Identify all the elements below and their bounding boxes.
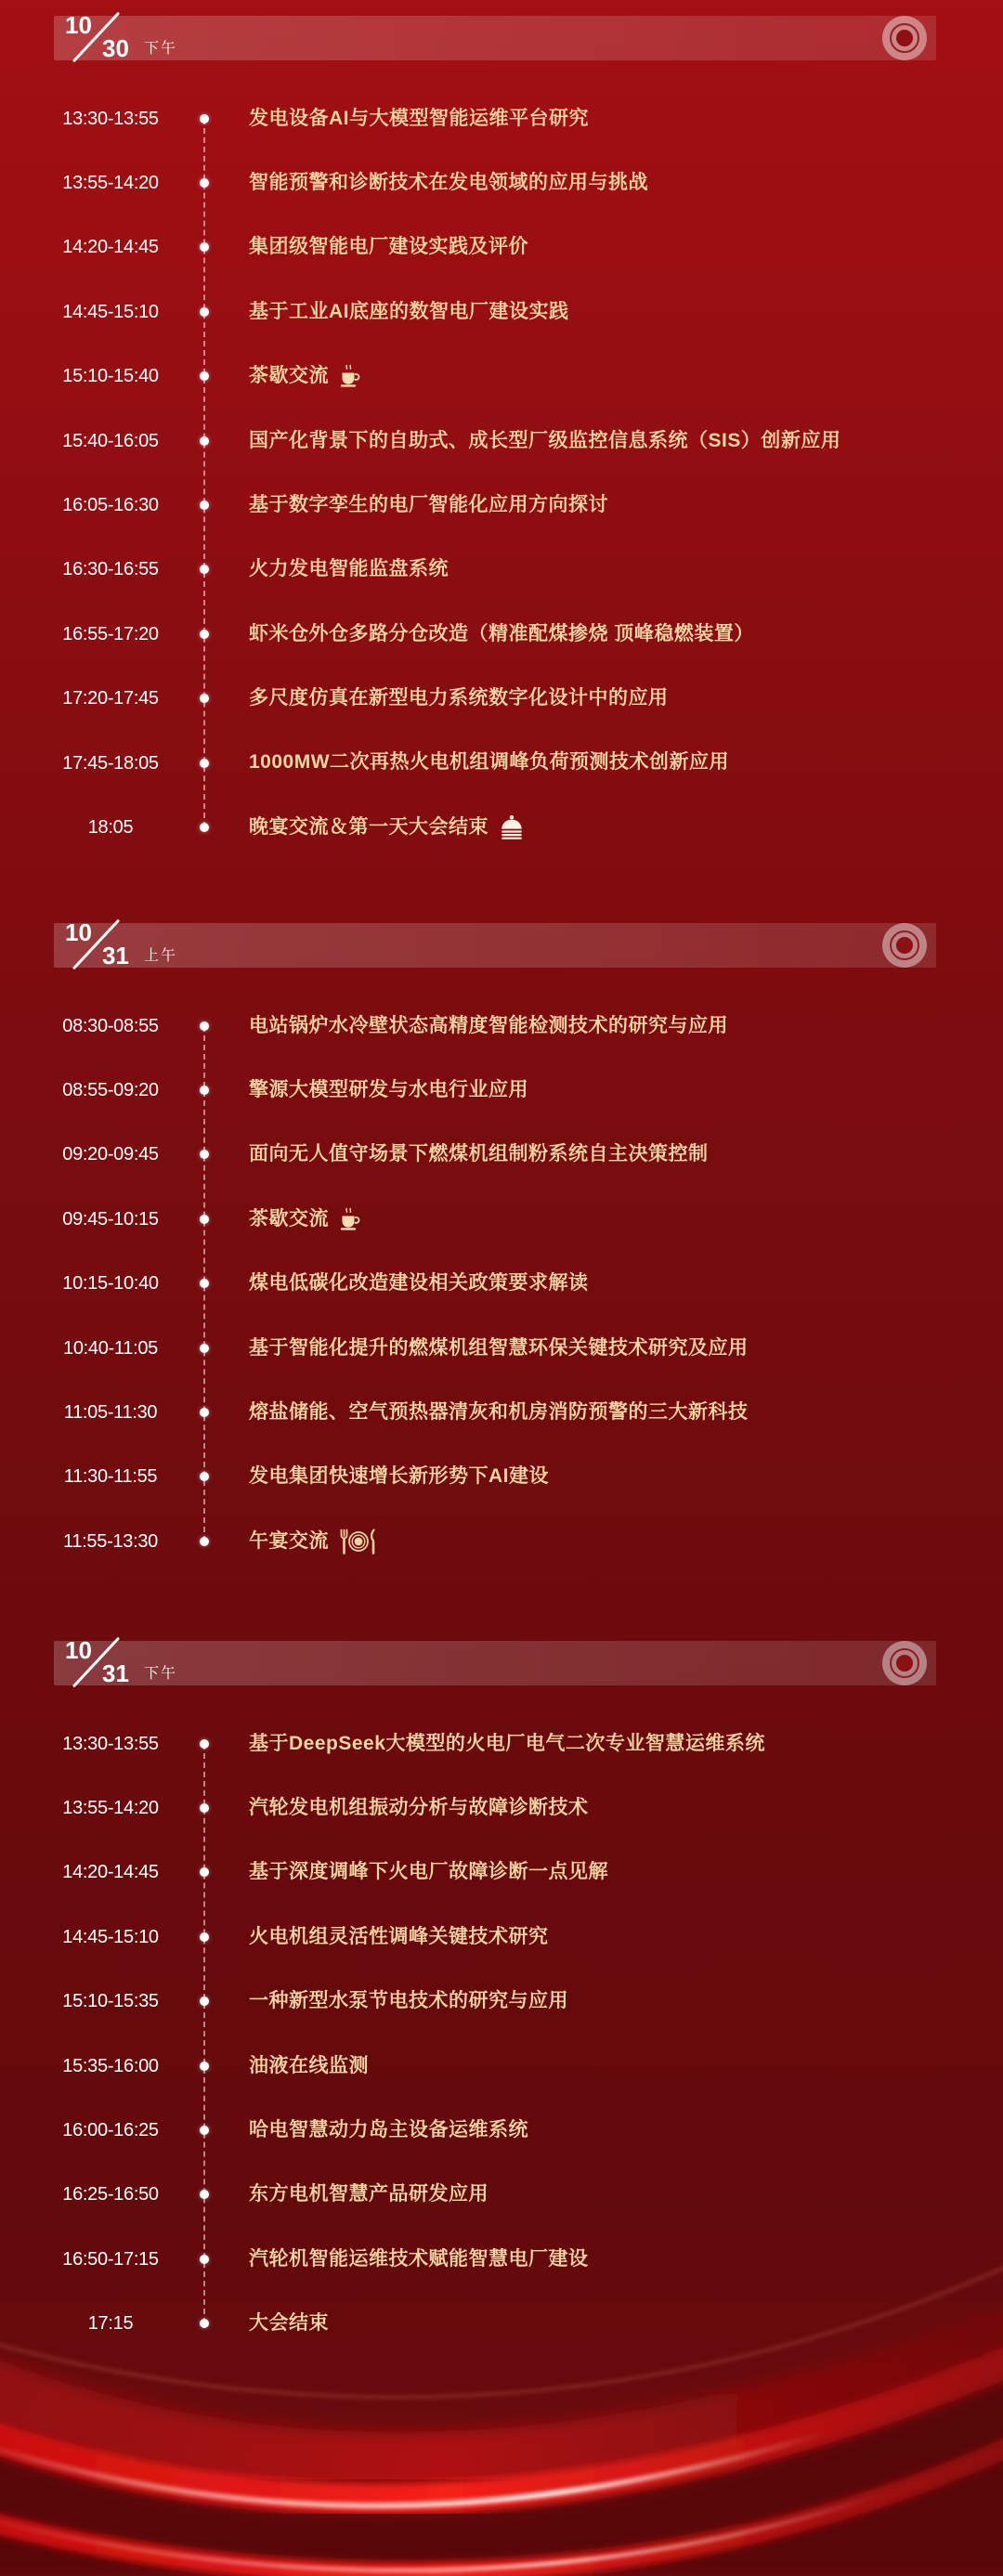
session-title xyxy=(249,1732,765,1756)
timeline-rail xyxy=(200,994,209,1058)
session-title-text: 发电集团快速增长新形势下AI建设 xyxy=(249,1465,549,1488)
agenda-row xyxy=(0,280,1003,344)
session-title xyxy=(249,2118,528,2142)
date-day: 30 xyxy=(102,34,129,62)
timeline-rail xyxy=(200,538,209,602)
session-title xyxy=(249,235,528,259)
timeline-rail xyxy=(200,1905,209,1969)
session-title-text: 基于DeepSeek大模型的火电厂电气二次专业智慧运维系统 xyxy=(249,1732,765,1754)
session-title xyxy=(249,557,449,581)
timeline-rail xyxy=(200,1445,209,1509)
session-time: 13:55-14:20 xyxy=(62,1798,159,1819)
timeline-rail xyxy=(200,86,209,150)
session-time: 11:30-11:55 xyxy=(63,1466,158,1488)
timeline-rail xyxy=(200,602,209,666)
session-time: 13:30-13:55 xyxy=(62,108,159,129)
session-time: 17:45-18:05 xyxy=(62,752,159,774)
agenda-row xyxy=(0,1445,1003,1509)
agenda-row xyxy=(0,731,1003,795)
session-title xyxy=(249,1014,728,1038)
session-time: 08:30-08:55 xyxy=(62,1015,159,1036)
session-time: 10:15-10:40 xyxy=(62,1273,159,1295)
timeline-rail xyxy=(200,473,209,537)
session-title xyxy=(249,686,669,710)
session-title xyxy=(249,1529,379,1555)
session-title xyxy=(249,2311,329,2335)
target-badge-icon xyxy=(882,16,927,60)
session-title-text: 基于数字孪生的电厂智能化应用方向探讨 xyxy=(249,493,608,515)
session-time: 15:40-16:05 xyxy=(62,430,159,451)
agenda-row xyxy=(0,667,1003,731)
timeline-rail xyxy=(200,2292,209,2356)
timeline-rail xyxy=(200,1380,209,1444)
agenda-row xyxy=(0,215,1003,280)
timeline-rail xyxy=(200,1841,209,1905)
timeline-dot xyxy=(200,436,209,446)
date-month: 10 xyxy=(65,1636,92,1664)
timeline-dot xyxy=(200,759,209,768)
session-title-text: 午宴交流 xyxy=(249,1529,329,1552)
section-oct31-am xyxy=(0,918,1003,1574)
agenda-row xyxy=(0,1970,1003,2034)
agenda-row xyxy=(0,150,1003,215)
session-title-text: 发电设备AI与大模型智能运维平台研究 xyxy=(249,107,589,129)
session-title xyxy=(249,1336,749,1360)
timeline-dot xyxy=(200,2126,209,2135)
session-time: 15:10-15:35 xyxy=(62,1991,159,2012)
session-title-text: 擎源大模型研发与水电行业应用 xyxy=(249,1078,528,1100)
lunch-dining-icon xyxy=(338,1529,379,1555)
timeline-dot xyxy=(200,565,209,574)
agenda-row xyxy=(0,345,1003,409)
session-time: 17:15 xyxy=(87,2313,134,2335)
session-title-text: 哈电智慧动力岛主设备运维系统 xyxy=(249,2118,528,2140)
agenda-row xyxy=(0,602,1003,666)
timeline-dot xyxy=(200,1408,209,1417)
period-label: 下午 xyxy=(144,41,178,57)
timeline-dot xyxy=(200,2062,209,2071)
timeline-rail xyxy=(200,1058,209,1122)
session-title xyxy=(249,1860,608,1884)
session-time: 18:05 xyxy=(87,816,134,838)
timeline-rail xyxy=(200,409,209,473)
agenda-row xyxy=(0,473,1003,537)
target-badge-icon xyxy=(882,1641,927,1685)
session-title-text: 一种新型水泵节电技术的研究与应用 xyxy=(249,1990,568,2012)
session-title-text: 1000MW二次再热火电机组调峰负荷预测技术创新应用 xyxy=(249,751,730,774)
session-title-text: 面向无人值守场景下燃煤机组制粉系统自主决策控制 xyxy=(249,1143,709,1165)
agenda-row xyxy=(0,86,1003,150)
session-title-text: 多尺度仿真在新型电力系统数字化设计中的应用 xyxy=(249,687,669,709)
session-title xyxy=(249,429,840,453)
session-time: 14:20-14:45 xyxy=(62,237,159,258)
section-header xyxy=(54,918,936,969)
session-time: 10:40-11:05 xyxy=(63,1337,158,1359)
session-title xyxy=(249,1078,528,1102)
date-month: 10 xyxy=(65,918,92,946)
agenda-row xyxy=(0,994,1003,1058)
session-title xyxy=(249,107,589,131)
session-title xyxy=(249,1207,362,1231)
agenda-row xyxy=(0,795,1003,859)
session-time: 16:05-16:30 xyxy=(62,495,159,516)
session-title-text: 基于智能化提升的燃煤机组智慧环保关键技术研究及应用 xyxy=(249,1336,749,1359)
timeline-rail xyxy=(200,1970,209,2034)
agenda-row xyxy=(0,2292,1003,2356)
timeline-dot xyxy=(200,694,209,703)
timeline-dot xyxy=(200,242,209,252)
section-oct30-pm xyxy=(0,11,1003,860)
timeline-rail xyxy=(200,1187,209,1251)
session-time: 11:55-13:30 xyxy=(63,1530,158,1552)
section-header xyxy=(54,1636,936,1687)
session-title xyxy=(249,1464,549,1489)
timeline-rail xyxy=(200,1711,209,1776)
session-title-text: 晚宴交流＆第一天大会结束 xyxy=(249,815,488,838)
session-time: 13:30-13:55 xyxy=(62,1733,159,1754)
timeline-dot xyxy=(200,114,209,124)
agenda-row xyxy=(0,2227,1003,2291)
session-time: 14:20-14:45 xyxy=(62,1862,159,1883)
timeline-dot xyxy=(200,178,209,188)
agenda-row xyxy=(0,2163,1003,2227)
agenda-row xyxy=(0,1123,1003,1187)
session-title-text: 集团级智能电厂建设实践及评价 xyxy=(249,236,528,258)
timeline-dot xyxy=(200,2255,209,2264)
session-time: 17:20-17:45 xyxy=(62,688,159,709)
session-title xyxy=(249,1796,589,1820)
timeline-rail xyxy=(200,215,209,280)
session-time: 16:55-17:20 xyxy=(62,623,159,644)
session-title-text: 茶歇交流 xyxy=(249,1207,329,1229)
timeline-dot xyxy=(200,1932,209,1942)
agenda-row xyxy=(0,2098,1003,2162)
dinner-cloche-icon xyxy=(498,814,526,840)
session-title-text: 电站锅炉水冷壁状态高精度智能检测技术的研究与应用 xyxy=(249,1014,728,1036)
agenda-row xyxy=(0,1509,1003,1573)
session-title xyxy=(249,1400,749,1425)
timeline-dot xyxy=(200,2190,209,2199)
timeline-dot xyxy=(200,1279,209,1288)
coffee-cup-icon xyxy=(338,364,362,388)
timeline-dot xyxy=(200,307,209,317)
timeline-dot xyxy=(200,1803,209,1813)
session-title xyxy=(249,171,648,195)
timeline-dot xyxy=(200,501,209,510)
date-month: 10 xyxy=(65,11,92,39)
timeline-rail xyxy=(200,1123,209,1187)
timeline-dot xyxy=(200,823,209,832)
agenda-row xyxy=(0,2034,1003,2098)
timeline-rail xyxy=(200,2227,209,2291)
timeline-dot xyxy=(200,371,209,381)
session-title-text: 火电机组灵活性调峰关键技术研究 xyxy=(249,1925,549,1947)
coffee-cup-icon xyxy=(338,1207,362,1231)
session-time: 09:20-09:45 xyxy=(62,1144,159,1165)
agenda-rows xyxy=(0,86,1003,860)
agenda-row xyxy=(0,1776,1003,1840)
session-title-text: 汽轮机智能运维技术赋能智慧电厂建设 xyxy=(249,2247,589,2270)
timeline-rail xyxy=(200,2034,209,2098)
session-time: 15:35-16:00 xyxy=(62,2055,159,2076)
session-title xyxy=(249,300,569,324)
session-title xyxy=(249,2054,369,2078)
agenda-rows xyxy=(0,1711,1003,2356)
timeline-rail xyxy=(200,667,209,731)
session-title xyxy=(249,2182,488,2206)
date-day: 31 xyxy=(102,1659,129,1687)
timeline-dot xyxy=(200,1215,209,1224)
agenda-row xyxy=(0,538,1003,602)
session-title-text: 虾米仓外仓多路分仓改造（精准配煤掺烧 顶峰稳燃装置） xyxy=(249,622,754,644)
session-title xyxy=(249,493,608,517)
timeline-rail xyxy=(200,795,209,859)
agenda-row xyxy=(0,1711,1003,1776)
agenda-row xyxy=(0,1380,1003,1444)
session-time: 14:45-15:10 xyxy=(62,301,159,322)
timeline-rail xyxy=(200,1252,209,1316)
agenda-row xyxy=(0,1841,1003,1905)
timeline-dot xyxy=(200,2319,209,2328)
period-label: 下午 xyxy=(144,1666,178,1682)
timeline-dot xyxy=(200,1537,209,1546)
session-title xyxy=(249,1271,589,1295)
target-badge-icon xyxy=(882,923,927,968)
timeline-rail xyxy=(200,2098,209,2162)
session-title xyxy=(249,622,754,646)
session-title-text: 大会结束 xyxy=(249,2312,329,2335)
timeline-rail xyxy=(200,1509,209,1573)
session-time: 08:55-09:20 xyxy=(62,1080,159,1101)
session-time: 16:00-16:25 xyxy=(62,2120,159,2141)
session-title xyxy=(249,2247,589,2271)
session-time: 09:45-10:15 xyxy=(62,1208,159,1229)
agenda-row xyxy=(0,409,1003,473)
timeline-dot xyxy=(200,1867,209,1877)
timeline-rail xyxy=(200,150,209,215)
timeline-dot xyxy=(200,1472,209,1481)
period-label: 上午 xyxy=(144,948,178,964)
timeline-rail xyxy=(200,731,209,795)
session-time: 14:45-15:10 xyxy=(62,1926,159,1947)
timeline-dot xyxy=(200,1150,209,1159)
section-oct31-pm xyxy=(0,1636,1003,2356)
agenda-row xyxy=(0,1905,1003,1969)
session-time: 15:10-15:40 xyxy=(62,366,159,387)
session-title-text: 油液在线监测 xyxy=(249,2054,369,2076)
session-title-text: 东方电机智慧产品研发应用 xyxy=(249,2183,488,2205)
timeline-dot xyxy=(200,1739,209,1749)
timeline-dot xyxy=(200,1086,209,1095)
timeline-rail xyxy=(200,1316,209,1380)
timeline-rail xyxy=(200,280,209,344)
date-day: 31 xyxy=(102,942,129,969)
timeline-dot xyxy=(200,630,209,639)
session-time: 13:55-14:20 xyxy=(62,173,159,194)
agenda-row xyxy=(0,1252,1003,1316)
session-time: 16:25-16:50 xyxy=(62,2184,159,2205)
timeline-dot xyxy=(200,1344,209,1353)
section-header xyxy=(54,11,936,62)
session-title-text: 熔盐储能、空气预热器清灰和机房消防预警的三大新科技 xyxy=(249,1400,749,1423)
session-title-text: 煤电低碳化改造建设相关政策要求解读 xyxy=(249,1272,589,1295)
session-title-text: 国产化背景下的自助式、成长型厂级监控信息系统（SIS）创新应用 xyxy=(249,429,841,451)
session-title-text: 智能预警和诊断技术在发电领域的应用与挑战 xyxy=(249,171,648,193)
session-title xyxy=(249,1142,709,1166)
session-time: 16:30-16:55 xyxy=(62,559,159,580)
session-title-text: 汽轮发电机组振动分析与故障诊断技术 xyxy=(249,1796,589,1818)
session-title xyxy=(249,1989,568,2013)
session-title xyxy=(249,750,729,774)
session-title xyxy=(249,814,526,840)
timeline-dot xyxy=(200,1021,209,1031)
session-time: 11:05-11:30 xyxy=(63,1402,158,1424)
timeline-rail xyxy=(200,2163,209,2227)
timeline-dot xyxy=(200,1997,209,2006)
agenda-row xyxy=(0,1316,1003,1380)
session-title-text: 火力发电智能监盘系统 xyxy=(249,558,449,580)
session-title xyxy=(249,364,362,388)
session-title xyxy=(249,1925,549,1949)
timeline-rail xyxy=(200,345,209,409)
timeline-rail xyxy=(200,1776,209,1840)
agenda-row xyxy=(0,1058,1003,1122)
agenda-rows xyxy=(0,994,1003,1574)
session-title-text: 基于工业AI底座的数智电厂建设实践 xyxy=(249,300,569,322)
session-title-text: 基于深度调峰下火电厂故障诊断一点见解 xyxy=(249,1861,608,1883)
session-time: 16:50-17:15 xyxy=(62,2248,159,2270)
agenda-row xyxy=(0,1187,1003,1251)
session-title-text: 茶歇交流 xyxy=(249,365,329,387)
